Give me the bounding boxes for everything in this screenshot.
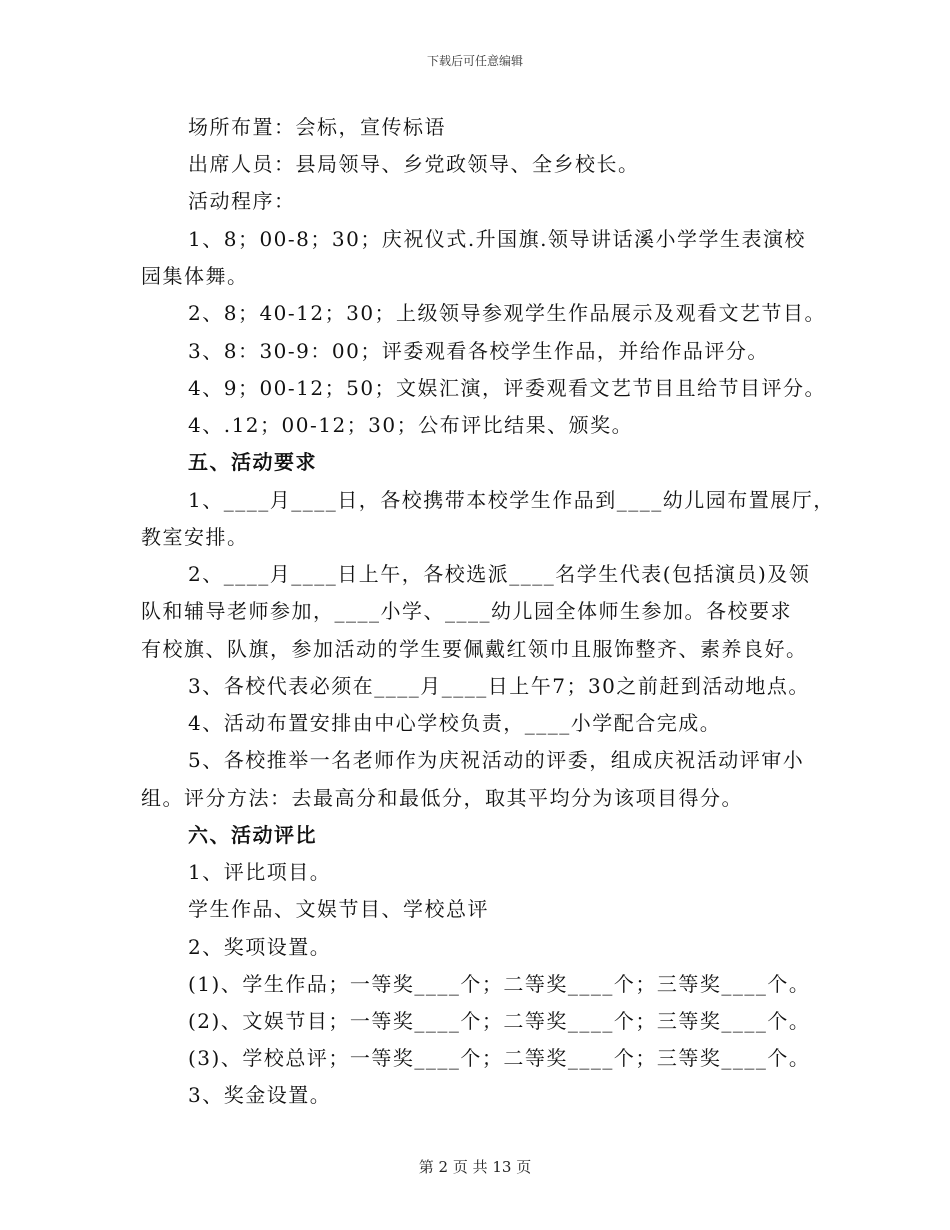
paragraph-line: 2、奖项设置。	[188, 935, 332, 959]
paragraph-line: 园集体舞。	[141, 264, 249, 288]
paragraph-line: 有校旗、队旗，参加活动的学生要佩戴红领巾且服饰整齐、素养良好。	[141, 637, 808, 661]
paragraph-line: 1、____月____日，各校携带本校学生作品到____幼儿园布置展厅，	[188, 488, 835, 512]
paragraph-line: 2、____月____日上午，各校选派____名学生代表(包括演员)及领	[188, 562, 811, 586]
paragraph-line: 4、活动布置安排由中心学校负责，____小学配合完成。	[188, 711, 722, 735]
paragraph-line: 场所布置：会标，宣传标语	[188, 115, 446, 139]
paragraph-line: 4、9；00-12；50；文娱汇演，评委观看文艺节目且给节目评分。	[188, 376, 827, 400]
paragraph-line: (1)、学生作品；一等奖____个；二等奖____个；三等奖____个。	[188, 972, 811, 996]
page-header: 下载后可任意编辑	[426, 54, 523, 68]
paragraph-line: 1、8；00-8；30；庆祝仪式.升国旗.领导讲话溪小学学生表演校	[188, 227, 807, 251]
paragraph-line: 5、各校推举一名老师作为庆祝活动的评委，组成庆祝活动评审小	[188, 748, 805, 772]
paragraph-line: 教室安排。	[141, 525, 249, 549]
page-number: 第 2 页 共 13 页	[418, 1158, 532, 1176]
paragraph-line: 4、.12；00-12；30；公布评比结果、颁奖。	[188, 413, 634, 437]
paragraph-line: 2、8；40-12；30；上级领导参观学生作品展示及观看文艺节目。	[188, 301, 827, 325]
paragraph-line: 活动程序：	[188, 189, 296, 213]
paragraph-line: (2)、文娱节目；一等奖____个；二等奖____个；三等奖____个。	[188, 1009, 811, 1033]
paragraph-line: 3、奖金设置。	[188, 1083, 332, 1107]
paragraph-line: 组。评分方法：去最高分和最低分，取其平均分为该项目得分。	[141, 786, 743, 810]
paragraph-line: 3、8：30-9：00；评委观看各校学生作品，并给作品评分。	[188, 339, 769, 363]
paragraph-line: 学生作品、文娱节目、学校总评	[188, 897, 489, 921]
paragraph-line: 出席人员：县局领导、乡党政领导、全乡校长。	[188, 152, 640, 176]
section-heading: 五、活动要求	[188, 450, 317, 474]
paragraph-line: 3、各校代表必须在____月____日上午7；30之前赶到活动地点。	[188, 674, 810, 698]
paragraph-line: (3)、学校总评；一等奖____个；二等奖____个；三等奖____个。	[188, 1046, 811, 1070]
paragraph-line: 1、评比项目。	[188, 860, 332, 884]
section-heading: 六、活动评比	[188, 823, 317, 847]
paragraph-line: 队和辅导老师参加，____小学、____幼儿园全体师生参加。各校要求	[141, 599, 792, 623]
